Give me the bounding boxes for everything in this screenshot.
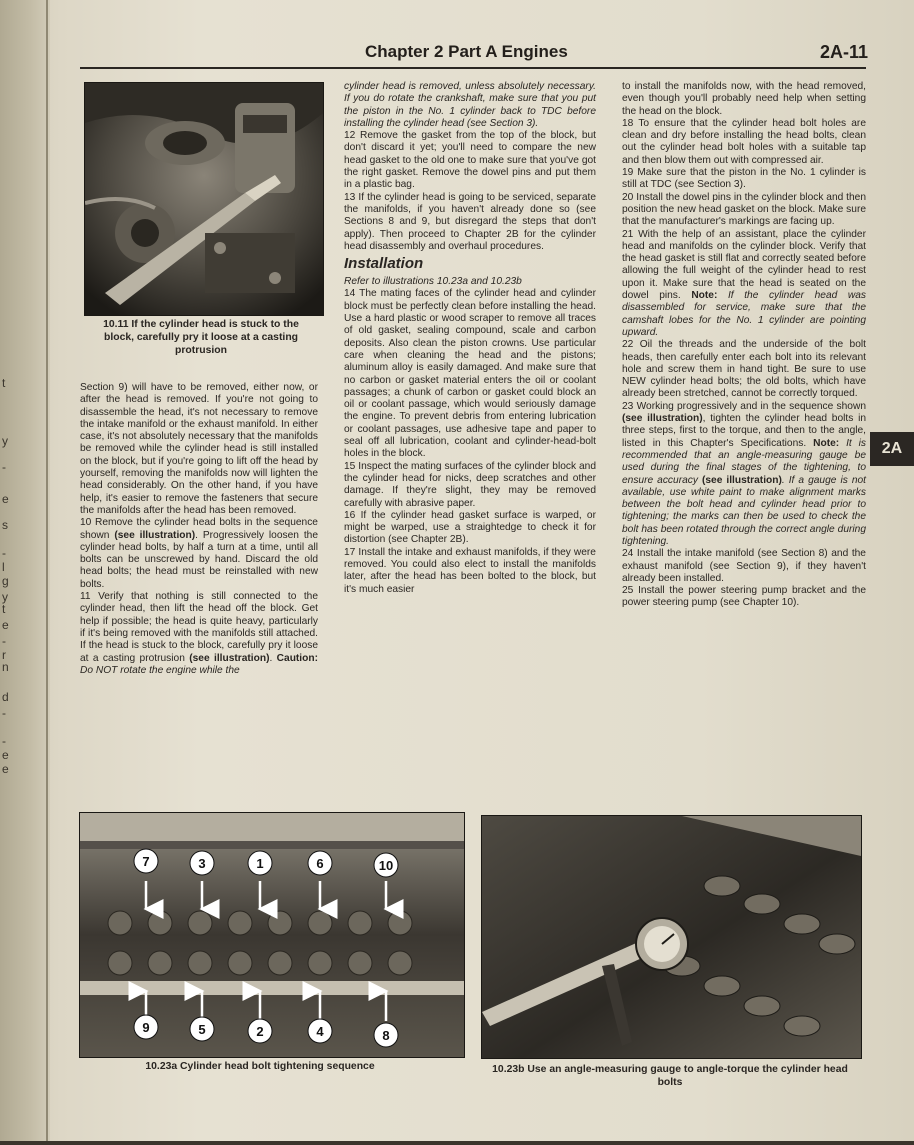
- paragraph-number: 11: [80, 591, 91, 603]
- paragraph-text: Inspect the mating surfaces of the cylinder block and the cylinder head for nicks, deep scratches and other damage. If they're slight, they may be removed carefully with abrasive paper.: [344, 460, 596, 509]
- bolt-number-label: 2: [256, 1024, 264, 1039]
- page-number: 2A-11: [819, 42, 868, 62]
- paragraph-number: 22: [622, 339, 634, 351]
- margin-fragment: r: [2, 648, 6, 662]
- margin-fragment: -: [2, 546, 6, 560]
- paragraph-continuation: to install the manifolds now, with the head removed, even though you'll probably need help when setting the head on the block.: [622, 81, 866, 117]
- margin-fragment: -: [2, 706, 6, 720]
- illustration-reference: (see illustration): [622, 413, 703, 425]
- illustration-reference: (see illustration): [701, 474, 782, 486]
- photo-bolt-tightening-sequence: [79, 812, 465, 1058]
- paragraph-text: Install the intake and exhaust manifolds, if they were removed. You could also elect to install the manifolds later, after the head has been bolted to the block, but it's much easier: [344, 546, 596, 595]
- cylinder-head-photo-illustration: [80, 813, 464, 1057]
- bolt-number-label: 1: [256, 856, 264, 871]
- binding-edge-line: [46, 0, 48, 1145]
- paragraph-text: Install the power steering pump bracket and the power steering pump (see Chapter 10).: [622, 585, 866, 609]
- photo-angle-gauge: [481, 815, 862, 1059]
- paragraph-12: [344, 130, 596, 191]
- section-tab: 2A: [870, 432, 914, 466]
- paragraph-22: [622, 339, 866, 400]
- section-heading-installation: Installation: [344, 255, 424, 273]
- paragraph-text: Install the dowel pins in the cylinder block and then position the new head gasket on the block. Make sure that the manufacturer's markings are facing up.: [622, 191, 867, 228]
- paragraph-19: [622, 167, 866, 192]
- bolt-number-label: 7: [142, 854, 150, 869]
- margin-fragment: d: [2, 690, 9, 704]
- margin-fragment: y: [2, 590, 8, 604]
- note-label: Note:: [813, 437, 840, 449]
- illustration-refs-line: Refer to illustrations 10.23a and 10.23b: [344, 276, 522, 288]
- paragraph-21: [622, 229, 866, 340]
- paragraph-number: 14: [344, 288, 356, 300]
- paragraph-text: Remove the cylinder head bolts in the sequence shown: [80, 517, 318, 541]
- header-rule: [80, 67, 866, 69]
- paragraph-14: [344, 288, 596, 460]
- bottom-edge-shadow: [0, 1141, 914, 1145]
- margin-fragment: e: [2, 748, 9, 762]
- paragraph-13: [344, 192, 596, 253]
- paragraph-text: Working progressively and in the sequence shown: [636, 400, 866, 412]
- margin-fragment: e: [2, 492, 9, 506]
- chapter-title: Chapter 2 Part A Engines: [365, 42, 568, 61]
- paragraph-text: To ensure that the cylinder head bolt holes are clean and dry before installing the head bolts, clean out the cylinder head bolt holes with a suitable tap and then blow them out with compressed air.: [622, 117, 866, 166]
- paragraph-text: Remove the gasket from the top of the block, but don't discard it yet; you'll need to compare the new head gasket to the old one to make sure that you've got the right gasket. Remove the dowel pins and put them in a plastic bag.: [344, 130, 596, 191]
- text-column-right: [622, 81, 866, 610]
- paragraph-11: 11 Verify that nothing is still connected to the cylinder head, then lift the head off the block. Get help if possible; the head is quite heavy, particularly if it's being removed with the manifolds still attached. If the head is stuck to the block, carefully pry it loose at a casting protrusion (see illustration). Caution: Do NOT rotate the engine while the: [80, 591, 318, 676]
- paragraph-15: [344, 461, 596, 510]
- paragraph-text: Install the intake manifold (see Section 8) and the exhaust manifold (see Section 9), if they haven't already been installed.: [622, 548, 866, 584]
- figure-caption-10-23a: 10.23a Cylinder head bolt tightening sequence: [145, 1061, 375, 1072]
- paragraph-continuation: Section 9) will have to be removed, either now, or after the head is removed. If you're not going to disassemble the head, it's not necessary to remove the intake manifold or the exhaust manifold. In either case, it's not absolutely necessary that the manifolds be removed while the cylinder head is still installed on the block, but if you're going to lift off the head by yourself, removing the manifolds now will lighten the head considerably. On the other hand, if you have help, it's easier to remove the fasteners that secure the manifolds after the head has been removed.: [80, 382, 318, 516]
- bolt-number-label: 6: [316, 856, 324, 871]
- margin-fragment: y: [2, 434, 8, 448]
- note-text: It is recommended that an angle-measuring gauge be used during the final stages of the tightening, to ensure accuracy: [622, 437, 866, 486]
- previous-page-edge-text: [2, 0, 14, 1145]
- paragraph-number: 16: [344, 509, 356, 521]
- bolt-number-label: 8: [382, 1028, 390, 1043]
- note-label: Note:: [691, 290, 718, 302]
- paragraph-10: [80, 517, 318, 591]
- margin-fragment: t: [2, 376, 6, 390]
- margin-fragment: e: [2, 762, 9, 776]
- paragraph-number: 21: [622, 228, 634, 240]
- engine-photo-illustration: [85, 83, 323, 315]
- note-text: If the cylinder head was disassembled for service, make sure that the camshaft lobes for the No. 1 cylinder are pointing upward.: [622, 290, 866, 338]
- bolt-number-label: 10: [378, 858, 394, 873]
- paragraph-text: . Progressively loosen the cylinder head bolts, by half a turn at a time, until all bolts can be unscrewed by hand. Discard the old head bolts; the head must be reinstalled with new bolts.: [80, 529, 318, 590]
- paragraph-number: 20: [622, 191, 634, 203]
- angle-gauge-photo-illustration: [482, 816, 861, 1058]
- paragraph-20: [622, 192, 866, 229]
- paragraph-16: [344, 510, 596, 547]
- paragraph-24: [622, 548, 866, 585]
- page-header: [60, 38, 870, 68]
- bolt-number-label: 5: [198, 1022, 206, 1037]
- paragraph-number: 13: [344, 191, 356, 203]
- paragraph-text: Make sure that the piston in the No. 1 cylinder is still at TDC (see Section 3).: [622, 167, 866, 191]
- margin-fragment: l: [2, 560, 5, 574]
- illustration-reference: (see illustration): [114, 529, 196, 541]
- paragraph-text: The mating faces of the cylinder head and cylinder block must be perfectly clean before installing the head. Use a hard plastic or wood scraper to remove all traces of old gasket, sealing compound, scale and carbon deposits. Also clean the piston crowns. Use particular care when cleaning the head and the pistons; aluminum alloy is easily damaged. And make sure that no carbon or gasket material enters the oil or coolant passages; a chunk of carbon or gasket could block an oil or coolant passage, which would seriously damage the engine. To prevent debris from entering lubrication or coolant passages, use adhesive tape and paper to seal off all lubrication, coolant and cylinder-head-bolt holes in the block.: [344, 288, 596, 460]
- paragraph-number: 24: [622, 548, 634, 560]
- paragraph-number: 18: [622, 117, 634, 129]
- paragraph-text: If the cylinder head gasket surface is warped, or might be warped, use a straightedge to check it for distortion (see Chapter 2B).: [344, 509, 596, 546]
- paragraph-text: Verify that nothing is still connected to the cylinder head, then lift the head off the block. Get help if possible; the head is quite heavy, particularly if it's being removed with the manifolds still attached. If the head is stuck to the block, carefully pry it loose at a casting protrusion: [80, 591, 318, 664]
- margin-fragment: t: [2, 602, 6, 616]
- note-text: . If a gauge is not available, use white paint to make alignment marks between the bolt head and cylinder head prior to tightening; the marks can then be used to check the bolt has been rotated through the correct angle during tightening.: [622, 474, 866, 547]
- caution-label: Caution:: [276, 652, 318, 664]
- paragraph-text: With the help of an assistant, place the cylinder head and manifolds on the cylinder block. Verify that the head gasket is still flat and correctly seated before allowing the full weight of the cylinder head to rest upon it. Make sure that the head is seated on the dowel pins.: [622, 228, 866, 302]
- photo-cylinder-head-pry: [84, 82, 324, 316]
- figure-caption-10-23b: 10.23b Use an angle-measuring gauge to angle-torque the cylinder head bolts: [492, 1064, 848, 1088]
- bolt-number-label: 4: [316, 1024, 324, 1039]
- paragraph-number: 23: [622, 400, 634, 412]
- margin-fragment: n: [2, 660, 9, 674]
- figure-caption-10-11: 10.11 If the cylinder head is stuck to the block, carefully pry it loose at a casting protrusion: [103, 319, 299, 356]
- paragraph-25: [622, 585, 866, 610]
- paragraph-17: [344, 547, 596, 596]
- caution-text: Do NOT rotate the engine while the: [80, 664, 240, 676]
- paragraph-number: 19: [622, 167, 634, 179]
- margin-fragment: e: [2, 618, 9, 632]
- paragraph-number: 25: [622, 585, 634, 597]
- bolt-number-label: 3: [198, 856, 206, 871]
- margin-fragment: g: [2, 574, 9, 588]
- paragraph-number: 12: [344, 130, 356, 142]
- text-column-left: [80, 382, 318, 677]
- bolt-number-label: 9: [142, 1020, 150, 1035]
- margin-fragment: s: [2, 518, 8, 532]
- paragraph-23: [622, 401, 866, 549]
- paragraph-number: 15: [344, 460, 356, 472]
- text-column-middle: [344, 81, 596, 596]
- paragraph-text: Oil the threads and the underside of the bolt heads, then carefully enter each bolt into its relevant hole and screw them in hand tight. Be sure to use NEW cylinder head bolts; the old bolts, which have already been stretched, cannot be correctly torqued.: [622, 339, 866, 400]
- paragraph-continuation: cylinder head is removed, unless absolutely necessary. If you do rotate the crankshaft, make sure that you put the piston in the No. 1 cylinder back to TDC before installing the cylinder head (see Section 3).: [344, 81, 596, 129]
- margin-fragment: -: [2, 460, 6, 474]
- paragraph-number: 17: [344, 546, 356, 558]
- paragraph-number: 10: [80, 517, 92, 529]
- paragraph-text: , tighten the cylinder head bolts in three steps, first to the torque, and then to the angle, listed in this Chapter's Specifications.: [622, 413, 867, 449]
- paragraph-text: If the cylinder head is going to be serviced, separate the manifolds, if you haven't already done so (see Sections 8 and 9, but disregard the steps that don't apply). Then proceed to Chapter 2B for the cylinder head disassembly and overhaul procedures.: [344, 191, 596, 252]
- margin-fragment: -: [2, 734, 6, 748]
- paragraph-18: [622, 118, 866, 167]
- illustration-reference: (see illustration): [189, 652, 270, 664]
- margin-fragment: -: [2, 634, 6, 648]
